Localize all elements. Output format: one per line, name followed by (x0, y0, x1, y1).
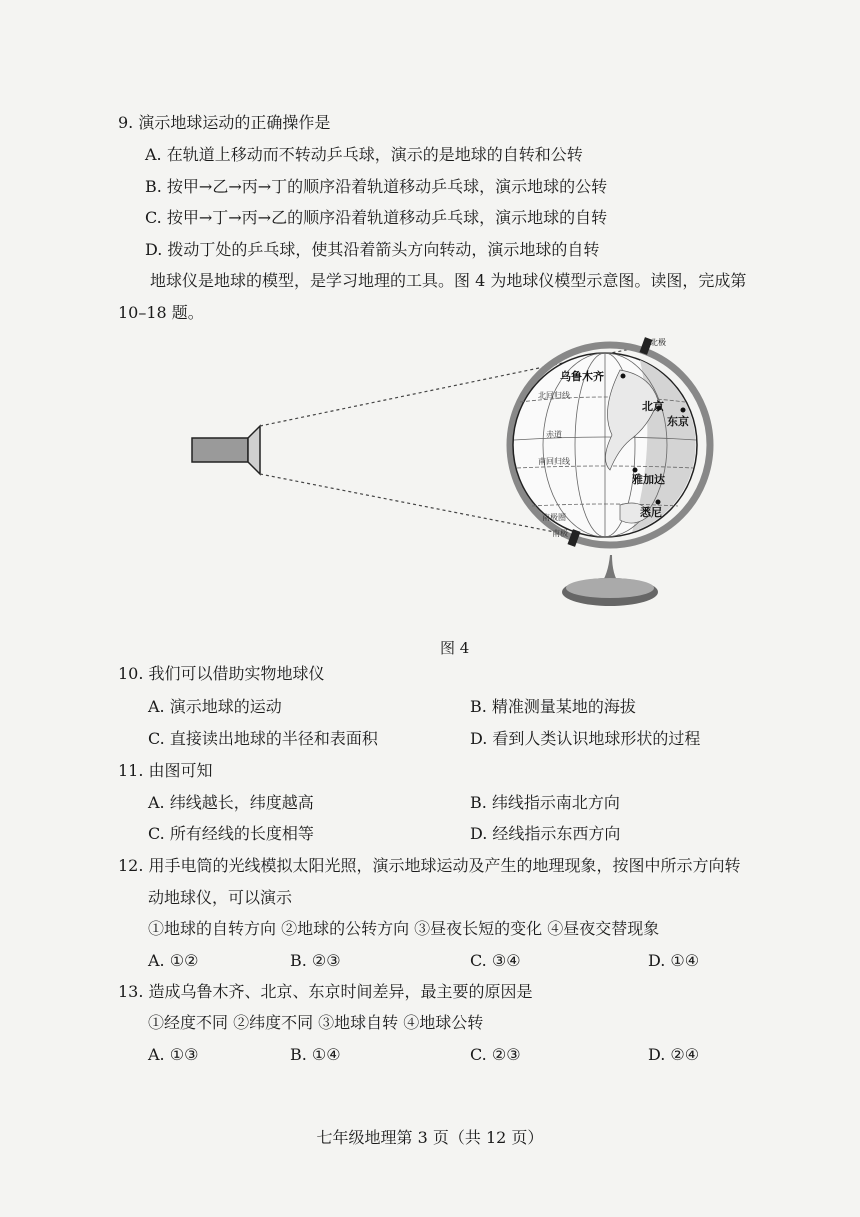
q11-option-c: C. 所有经线的长度相等 (148, 824, 314, 843)
q9-option-a: A. 在轨道上移动而不转动乒乓球，演示的是地球的自转和公转 (145, 145, 583, 164)
q11-stem: 11. 由图可知 (118, 761, 213, 780)
q11-option-d: D. 经线指示东西方向 (470, 824, 621, 843)
label-sydney: 悉尼 (640, 506, 662, 519)
label-north-pole: 北极 (650, 338, 666, 347)
q13-stem: 13. 造成乌鲁木齐、北京、东京时间差异，最主要的原因是 (118, 982, 533, 1001)
q9-stem: 9. 演示地球运动的正确操作是 (118, 113, 331, 132)
q10-option-b: B. 精准测量某地的海拔 (470, 697, 636, 716)
label-beijing: 北京 (642, 400, 664, 413)
q12-option-c: C. ③④ (470, 951, 521, 970)
q10-option-a: A. 演示地球的运动 (148, 697, 282, 716)
label-antarctic-circle: 南极圈 (542, 513, 566, 522)
q10-stem: 10. 我们可以借助实物地球仪 (118, 664, 325, 683)
q13-option-a: A. ①③ (148, 1045, 199, 1064)
q9-option-d: D. 拨动丁处的乒乓球，使其沿着箭头方向转动，演示地球的自转 (145, 240, 600, 259)
label-tokyo: 东京 (667, 415, 689, 428)
q12-stem-line-2: 动地球仪，可以演示 (148, 888, 293, 907)
q10-option-c: C. 直接读出地球的半径和表面积 (148, 729, 378, 748)
q11-option-a: A. 纬线越长，纬度越高 (148, 793, 314, 812)
q9-option-c: C. 按甲→丁→丙→乙的顺序沿着轨道移动乒乓球，演示地球的自转 (145, 208, 608, 227)
q12-stem-line-1: 12. 用手电筒的光线模拟太阳光照，演示地球运动及产生的地理现象，按图中所示方向转 (118, 856, 741, 875)
figure-caption: 图 4 (440, 639, 470, 657)
q13-option-d: D. ②④ (648, 1045, 700, 1064)
globe-figure (180, 330, 720, 620)
label-equator: 赤道 (546, 430, 562, 439)
globe-stand (562, 555, 658, 606)
q12-option-a: A. ①② (148, 951, 199, 970)
label-tropic-north: 北回归线 (538, 391, 570, 400)
q13-option-c: C. ②③ (470, 1045, 521, 1064)
q11-option-b: B. 纬线指示南北方向 (470, 793, 620, 812)
flashlight (192, 426, 260, 474)
q12-option-d: D. ①④ (648, 951, 700, 970)
page-footer: 七年级地理第 3 页（共 12 页） (316, 1128, 544, 1147)
q12-items: ①地球的自转方向 ②地球的公转方向 ③昼夜长短的变化 ④昼夜交替现象 (148, 919, 660, 938)
q13-items: ①经度不同 ②纬度不同 ③地球自转 ④地球公转 (148, 1013, 484, 1032)
q12-option-b: B. ②③ (290, 951, 341, 970)
label-tropic-south: 南回归线 (538, 457, 570, 466)
label-jakarta: 雅加达 (632, 473, 665, 486)
label-urumqi: 乌鲁木齐 (560, 370, 604, 383)
intro-line-1: 地球仪是地球的模型，是学习地理的工具。图 4 为地球仪模型示意图。读图，完成第 (150, 271, 747, 290)
label-south-pole: 南极 (552, 529, 568, 538)
intro-line-2: 10–18 题。 (118, 303, 204, 322)
q13-option-b: B. ①④ (290, 1045, 341, 1064)
q10-option-d: D. 看到人类认识地球形状的过程 (470, 729, 701, 748)
q9-option-b: B. 按甲→乙→丙→丁的顺序沿着轨道移动乒乓球，演示地球的公转 (145, 177, 608, 196)
